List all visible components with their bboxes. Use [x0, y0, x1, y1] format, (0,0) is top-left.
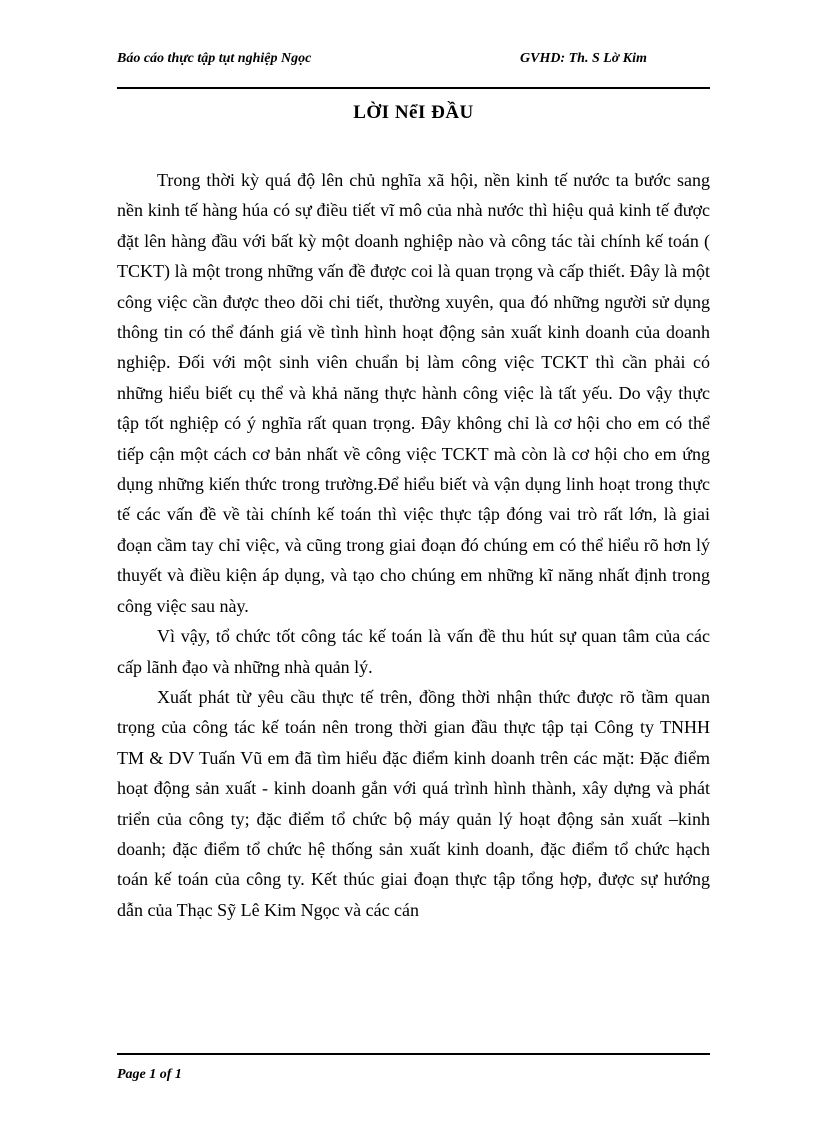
header-report-title: Báo cáo thực tập tụt nghiệp Ngọc [117, 51, 312, 66]
paragraph-1: Trong thời kỳ quá độ lên chủ nghĩa xã hội, nền kinh tế nước ta bước sang nền kinh tế hàng húa có sự điều tiết vĩ mô của nhà nước thì hiệu quả kinh tế được đặt lên hàng đầu với bất kỳ một doanh nghiệp nào và công tác tài chính kế toán ( TCKT) là một trong những vấn đề được coi là quan trọng và cấp thiết. Đây là một công việc cần được theo dõi chi tiết, thường xuyên, qua đó những người sử dụng thông tin có thể đánh giá về tình hình hoạt động sản xuất kinh doanh của doanh nghiệp. Đối với một sinh viên chuẩn bị làm công việc TCKT thì cần phải có những hiểu biết cụ thể và khả năng thực hành công việc là tất yếu. Do vậy thực tập tốt nghiệp có ý nghĩa rất quan trọng. Đây không chỉ là cơ hội cho em có thể tiếp cận một cách cơ bản nhất về công việc TCKT mà còn là cơ hội cho em ứng dụng những kiến thức trong trường.Để hiểu biết và vận dụng linh hoạt trong thực tế các vấn đề về tài chính kế toán thì việc thực tập đóng vai trò rất lớn, là giai đoạn cầm tay chỉ việc, và cũng trong giai đoạn đó chúng em có thể hiểu rõ hơn lý thuyết và điều kiện áp dụng, và tạo cho chúng em những kĩ năng nhất định trong công việc sau này. [117, 170, 710, 616]
page-header [117, 50, 710, 89]
page-title: LỜI NểI ĐẦU [353, 102, 474, 123]
document-body [117, 165, 710, 925]
paragraph-3: Xuất phát từ yêu cầu thực tế trên, đồng thời nhận thức được rõ tầm quan trọng của công tác kế toán nên trong thời gian đầu thực tập tại Công ty TNHH TM & DV Tuấn Vũ em đã tìm hiểu đặc điểm kinh doanh trên các mặt: Đặc điểm hoạt động sản xuất - kinh doanh gắn với quá trình hình thành, xây dựng và phát triển của công ty; đặc điểm tổ chức bộ máy quản lý hoạt động sản xuất –kinh doanh; đặc điểm tổ chức hệ thống sản xuất kinh doanh, đặc điểm tổ chức hạch toán kế toán của công ty. Kết thúc giai đoạn thực tập tổng hợp, được sự hướng dẫn của Thạc Sỹ Lê Kim Ngọc và các cán [117, 686, 710, 920]
page-footer: Page 1 of 1 [117, 1053, 710, 1083]
header-supervisor: GVHD: Th. S Lờ Kim [520, 51, 647, 66]
paragraph-2: Vì vậy, tổ chức tốt công tác kế toán là vấn đề thu hút sự quan tâm của các cấp lãnh đạo và những nhà quản lý. [117, 626, 710, 677]
